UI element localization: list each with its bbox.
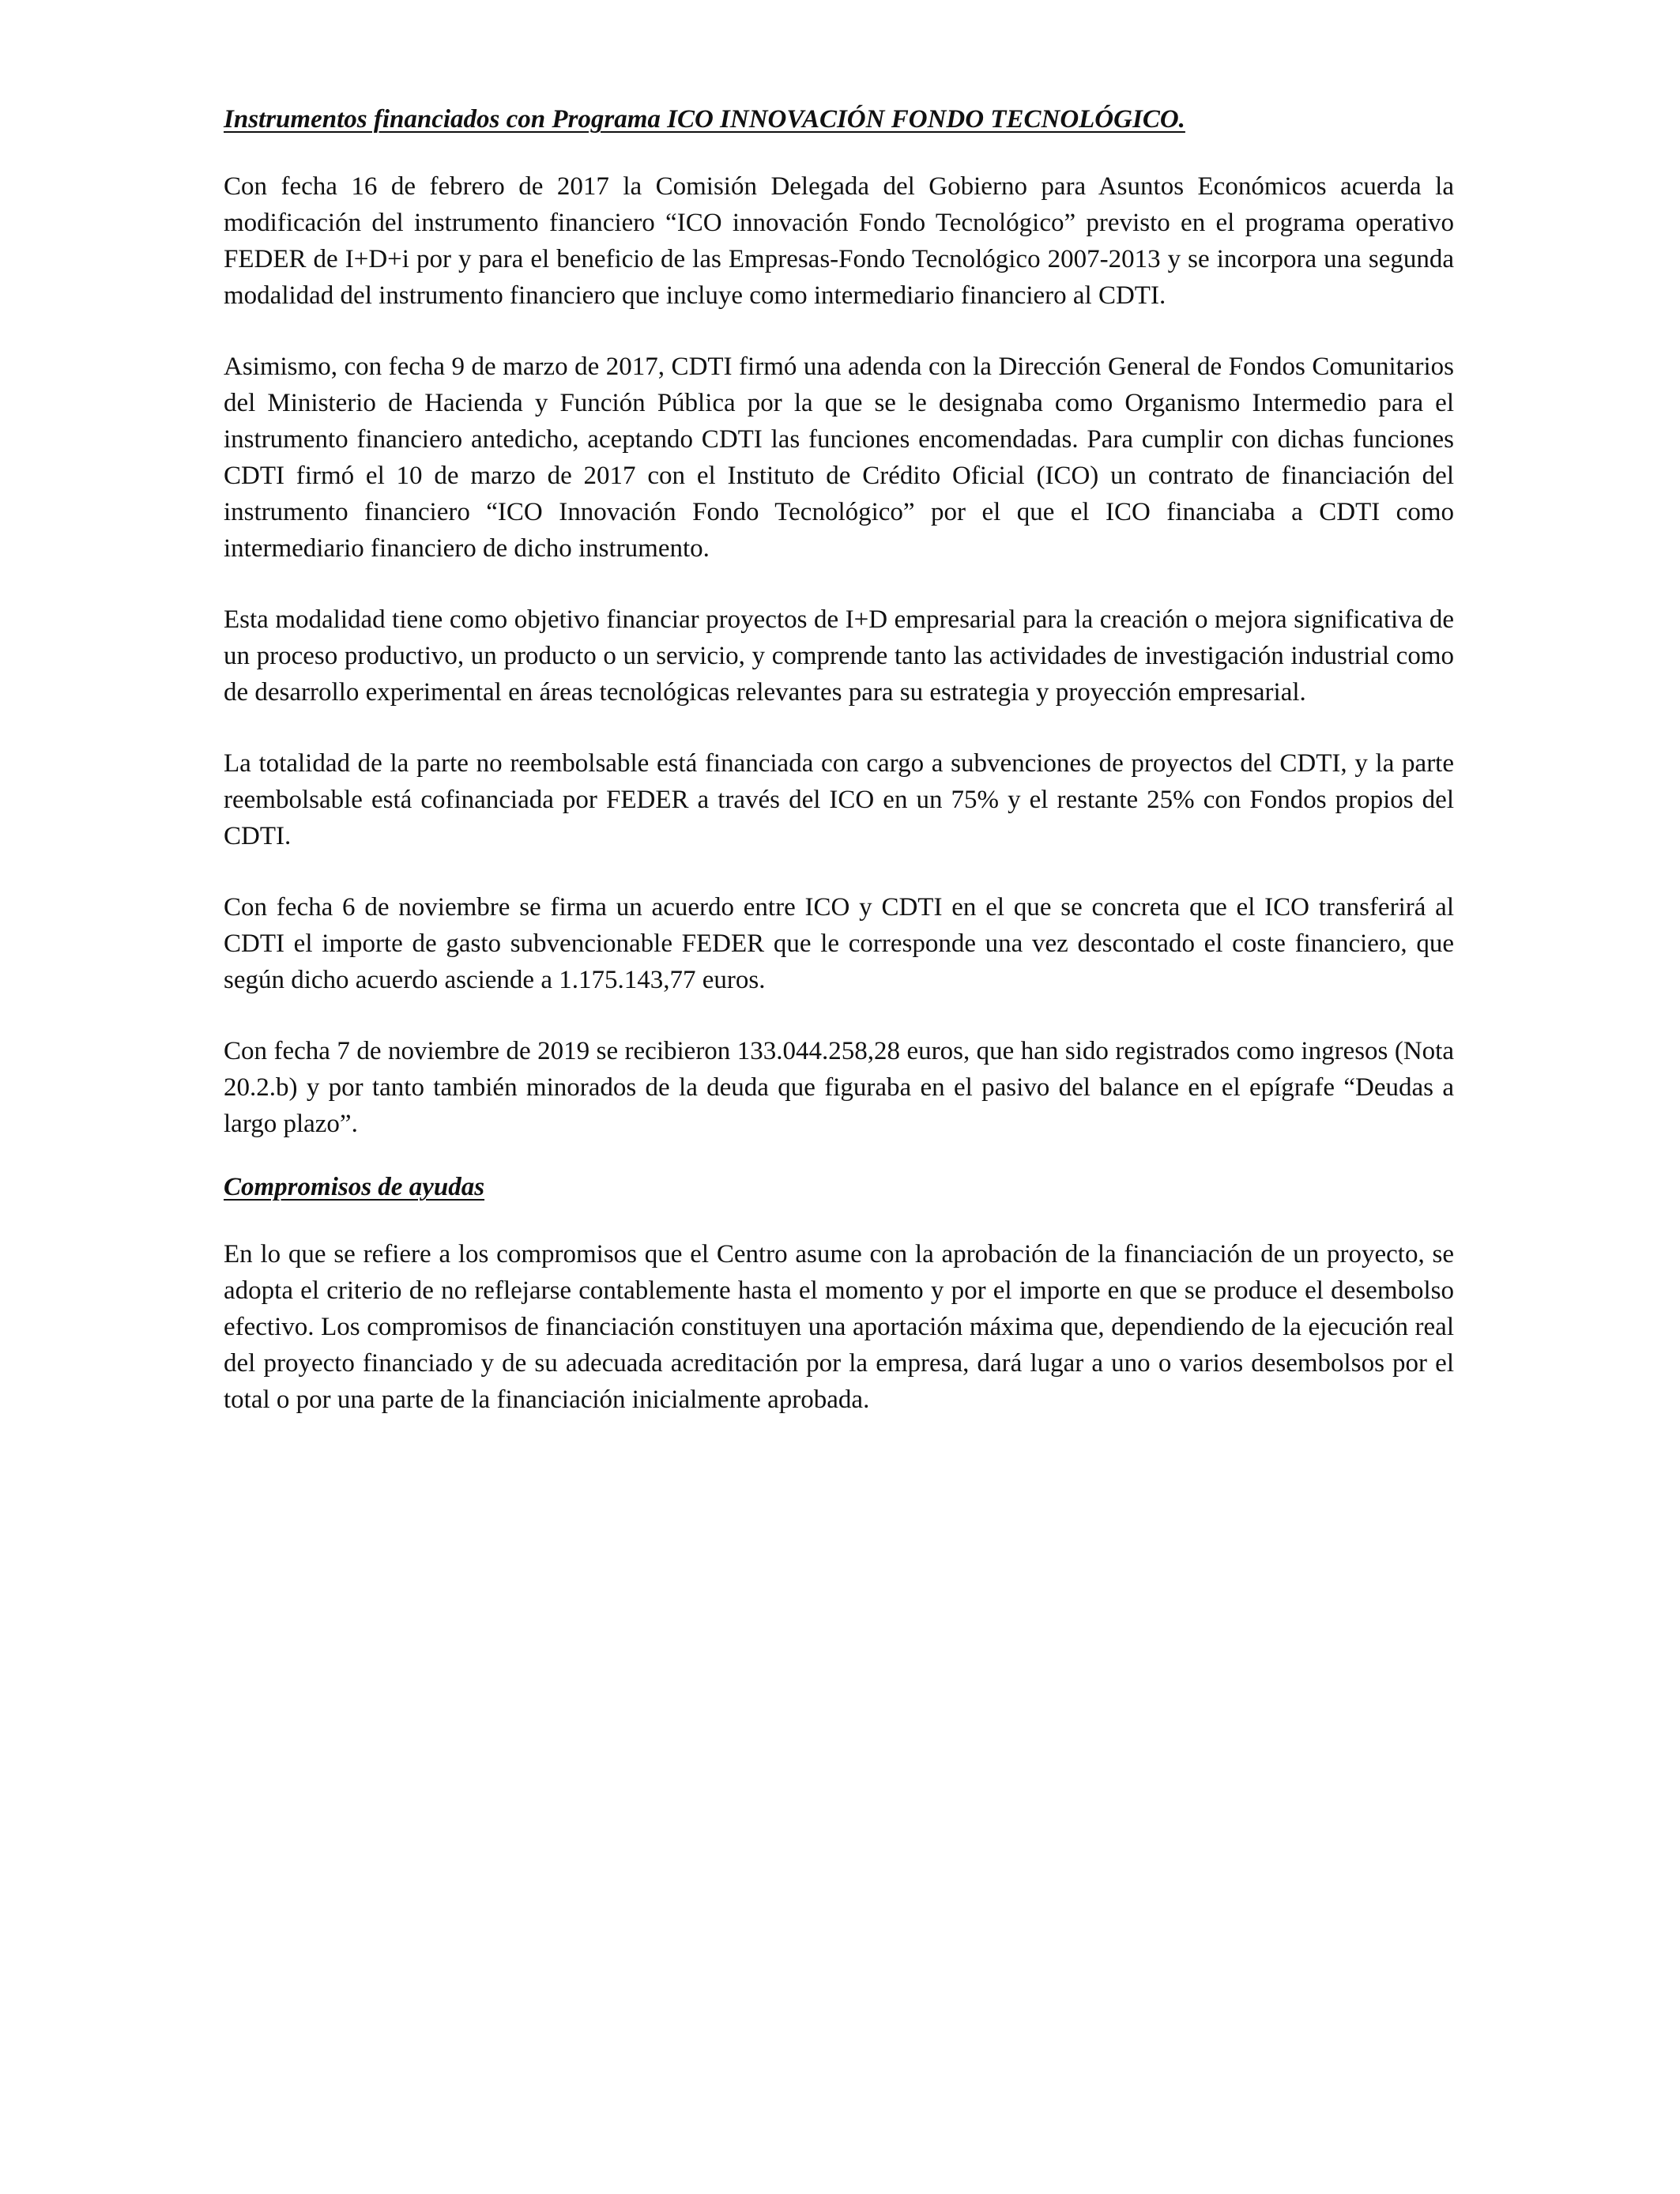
paragraph-objetivo-modalidad: Esta modalidad tiene como objetivo financiar proyectos de I+D empresarial para la creación o mejora significativa de un proceso productivo, un producto o un servicio, y comprende tanto las actividades de investigación industrial como de desarrollo experimental en áreas tecnológicas relevantes para su estrategia y proyección empresarial. <box>224 605 1454 707</box>
paragraph-adenda-cdti: Asimismo, con fecha 9 de marzo de 2017, CDTI firmó una adenda con la Dirección General de Fondos Comunitarios del Ministerio de Hacienda y Función Pública por la que se le designaba como Organismo Intermedio para el instrumento financiero antedicho, aceptando CDTI las funciones encomendadas. Para cumplir con dichas funciones CDTI firmó el 10 de marzo de 2017 con el Instituto de Crédito Oficial (ICO) un contrato de financiación del instrumento financiero “ICO Innovación Fondo Tecnológico” por el que el ICO financiaba a CDTI como intermediario financiero de dicho instrumento. <box>224 352 1454 563</box>
paragraph-comision-delegada: Con fecha 16 de febrero de 2017 la Comisión Delegada del Gobierno para Asuntos Económicos acuerda la modificación del instrumento financiero “ICO innovación Fondo Tecnológico” previsto en el programa operativo FEDER de I+D+i por y para el beneficio de las Empresas-Fondo Tecnológico 2007-2013 y se incorpora una segunda modalidad del instrumento financiero que incluye como intermediario financiero al CDTI. <box>224 172 1454 310</box>
paragraph-ingresos-recibidos: Con fecha 7 de noviembre de 2019 se recibieron 133.044.258,28 euros, que han sido registrados como ingresos (Nota 20.2.b) y por tanto también minorados de la deuda que figuraba en el pasivo del balance en el epígrafe “Deudas a largo plazo”. <box>224 1037 1454 1138</box>
section-heading-ico-innovacion: Instrumentos financiados con Programa ICO INNOVACIÓN FONDO TECNOLÓGICO. <box>224 105 1185 134</box>
section-heading-compromisos: Compromisos de ayudas <box>224 1173 485 1201</box>
paragraph-acuerdo-ico-cdti: Con fecha 6 de noviembre se firma un acuerdo entre ICO y CDTI en el que se concreta que el ICO transferirá al CDTI el importe de gasto subvencionable FEDER que le corresponde una vez descontado el coste financiero, que según dicho acuerdo asciende a 1.175.143,77 euros. <box>224 893 1454 994</box>
paragraph-financiacion-feder: La totalidad de la parte no reembolsable está financiada con cargo a subvenciones de proyectos del CDTI, y la parte reembolsable está cofinanciada por FEDER a través del ICO en un 75% y el restante 25% con Fondos propios del CDTI. <box>224 749 1454 850</box>
paragraph-compromisos: En lo que se refiere a los compromisos que el Centro asume con la aprobación de la financiación de un proyecto, se adopta el criterio de no reflejarse contablemente hasta el momento y por el importe en que se produce el desembolso efectivo. Los compromisos de financiación constituyen una aportación máxima que, dependiendo de la ejecución real del proyecto financiado y de su adecuada acreditación por la empresa, dará lugar a uno o varios desembolsos por el total o por una parte de la financiación inicialmente aprobada. <box>224 1240 1454 1414</box>
page-content <box>224 101 1454 1453</box>
